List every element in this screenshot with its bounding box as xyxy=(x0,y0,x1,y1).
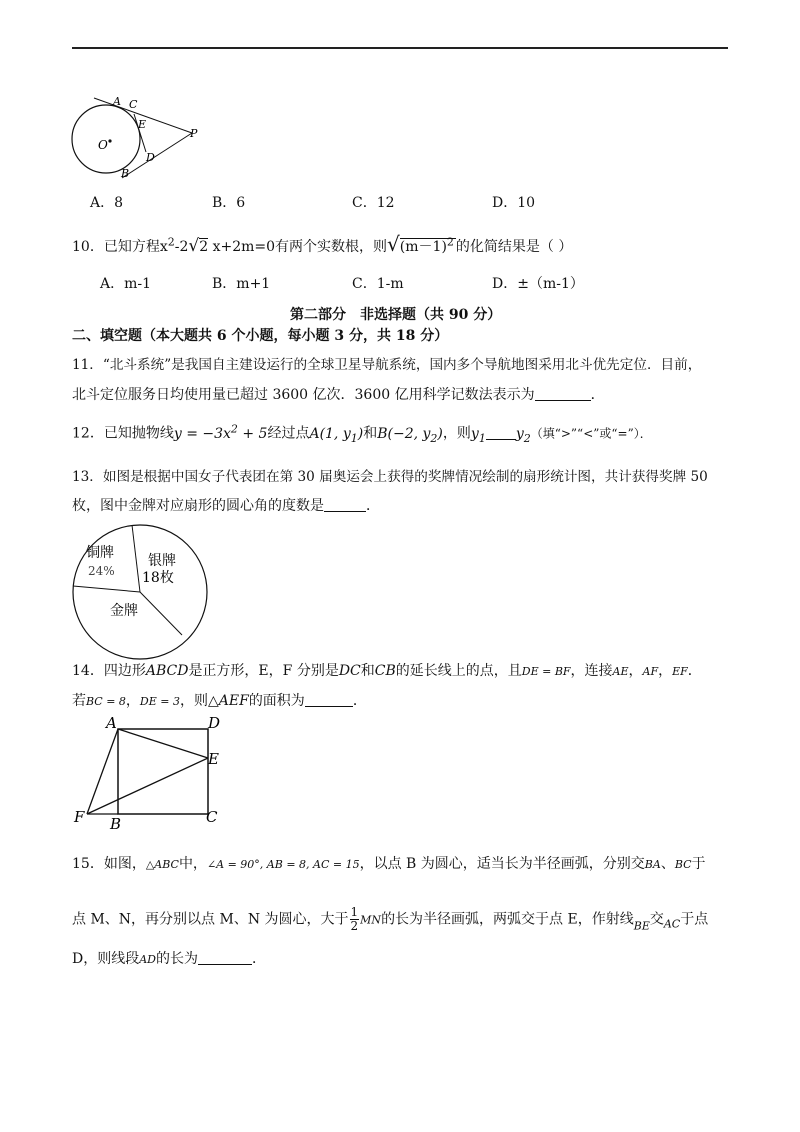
q15-tri: △ABC xyxy=(145,858,179,871)
q11-line1: 11．“北斗系统”是我国自主建设运行的全球卫星导航系统，国内多个导航地图采用北斗优先定位．目前， xyxy=(72,357,702,373)
q15-ba: BA xyxy=(644,858,661,871)
q12-point-b-end: ) xyxy=(437,425,443,442)
q11-line2 xyxy=(72,384,605,404)
q15-l2-d: 于点 xyxy=(680,911,709,928)
q15-l1-a: 15．如图， xyxy=(72,856,146,872)
q13-pie-chart xyxy=(70,522,210,662)
q14-ae: AE xyxy=(612,665,629,678)
q12-y2 xyxy=(515,425,531,445)
q10-option-c: C．1-m xyxy=(352,276,404,292)
q12-point-b xyxy=(377,425,443,445)
q12-and: 和 xyxy=(363,425,378,442)
q10-eq-minus: -2 xyxy=(174,239,189,255)
q12-y1-sub: 1 xyxy=(478,431,486,445)
q12-point-a-main: A(1, y xyxy=(309,425,351,442)
q15-be: BE xyxy=(633,919,650,933)
q15-bc: BC xyxy=(674,858,692,871)
q10-option-b: B．m+1 xyxy=(212,276,271,292)
q13-line2 xyxy=(72,495,380,515)
q13-pie-divider-2 xyxy=(73,586,140,592)
q12-tail: （填“>”“<”或“=”）． xyxy=(530,426,652,441)
q12-y1 xyxy=(470,425,486,445)
q14-line-ef xyxy=(87,758,208,814)
q14-end: ． xyxy=(352,693,367,709)
q14-debf: DE = BF xyxy=(521,665,571,678)
q14-bc8: BC = 8 xyxy=(86,695,126,708)
q14-af: AF xyxy=(642,665,659,678)
q15-frac-den: 2 xyxy=(350,919,359,933)
q14-square-figure xyxy=(66,714,236,834)
q10-eq-x: x xyxy=(159,239,168,255)
q14-label-b: B xyxy=(110,815,122,833)
q12-func-main: y = −3x xyxy=(173,425,231,442)
q10-eq-tail: x+2m=0 xyxy=(208,239,276,255)
q10-eq-rad: 2 xyxy=(199,239,209,255)
q15-l1-e: 于 xyxy=(691,856,706,872)
q14-label-c: C xyxy=(206,808,218,826)
q10-rad-exp: 2 xyxy=(446,235,454,249)
q12-func-exp: 2 xyxy=(230,422,238,435)
q14-square xyxy=(118,729,208,814)
q9-center-dot xyxy=(108,139,111,142)
q15-l1-d: 、 xyxy=(660,856,675,872)
q15-l1-c: ，以点 B 为圆心，适当长为半径画弧，分别交 xyxy=(359,856,645,872)
q15-l3-a: D，则线段 xyxy=(72,951,140,967)
q10-stem xyxy=(72,232,572,256)
q14-l2-b: ，则△ xyxy=(179,693,219,709)
q15-l1-b: 中， xyxy=(178,856,207,872)
q14-l1-e: ，连接 xyxy=(570,663,613,679)
q14-comma-1: ， xyxy=(628,663,643,679)
q14-label-d: D xyxy=(208,714,221,732)
q14-l2-c: 的面积为 xyxy=(248,693,305,709)
q13-line1: 13．如图是根据中国女子代表团在第 30 届奥运会上获得的奖牌情况绘制的扇形统计图，共计获得奖牌 50 xyxy=(72,469,708,485)
q14-comma-3: ， xyxy=(125,693,140,709)
q13-answer-blank[interactable] xyxy=(324,497,366,512)
q14-de3: DE = 3 xyxy=(139,695,180,708)
q9-label-d: D xyxy=(146,151,155,164)
q15-frac-num: 1 xyxy=(350,905,359,919)
q15-line3 xyxy=(72,948,266,968)
q10-sqrt-symbol-2: √ xyxy=(387,232,400,256)
q13-pie-divider-3 xyxy=(140,592,182,635)
q9-label-o: O xyxy=(98,138,108,152)
q10-option-a: A．m-1 xyxy=(100,276,152,292)
q14-answer-blank[interactable] xyxy=(305,692,353,707)
q10-mid: 有两个实数根，则 xyxy=(275,239,388,255)
q14-ef: EF xyxy=(672,665,688,678)
q15-l3-b: 的长为 xyxy=(156,951,198,967)
q10-suffix: 的化简结果是（ ） xyxy=(455,239,573,255)
q14-l1-b: 是正方形，E，F 分别是 xyxy=(188,663,339,679)
q15-line2 xyxy=(72,906,708,933)
q13-line2-text: 枚，图中金牌对应扇形的圆心角的度数是 xyxy=(72,498,324,514)
q12-point-a xyxy=(309,425,364,445)
q13-label-bronze: 铜牌 xyxy=(86,545,114,561)
q12-y2-main: y xyxy=(515,425,524,442)
q14-l1-c: 和 xyxy=(360,663,375,679)
q11-answer-blank[interactable] xyxy=(535,386,591,401)
q14-label-e: E xyxy=(208,750,219,768)
q12-prefix: 12．已知抛物线 xyxy=(72,425,174,442)
q9-label-p: P xyxy=(190,127,198,140)
q14-l2-a: 若 xyxy=(72,693,86,709)
q9-option-c: C．12 xyxy=(352,195,395,211)
q15-l2-c: 交 xyxy=(649,911,664,928)
q15-fraction xyxy=(350,906,360,933)
q14-line1 xyxy=(72,660,702,680)
q9-label-e: E xyxy=(138,118,147,131)
q13-pie-divider-1 xyxy=(132,525,140,592)
q10-sqrt-symbol: √ xyxy=(188,236,200,256)
q10-prefix: 10．已知方程 xyxy=(72,239,160,255)
q13-label-bronze-pct: 24% xyxy=(88,564,115,578)
q15-line1 xyxy=(72,853,706,873)
q10-rad-inner xyxy=(399,235,456,255)
q15-ac: AC xyxy=(663,917,681,931)
q14-aef: AEF xyxy=(218,693,249,709)
q11-line2-text: 北斗定位服务日均使用量已超过 3600 亿次．3600 亿用科学记数法表示为 xyxy=(72,387,535,403)
q12-mid1: 经过点 xyxy=(267,425,310,442)
q11-end: ． xyxy=(590,387,605,403)
q9-circle-figure xyxy=(66,92,206,182)
q14-l1-f: ． xyxy=(687,663,702,679)
q9-option-a: A．8 xyxy=(90,195,124,211)
q15-end: ． xyxy=(252,951,266,967)
q12-func xyxy=(173,422,268,442)
q15-mn: MN xyxy=(360,913,382,927)
q13-label-silver-count: 18枚 xyxy=(142,570,174,586)
q12-point-b-sub: 2 xyxy=(430,431,438,445)
q14-label-a: A xyxy=(106,714,117,732)
section2-title: 二、填空题（本大题共 6 个小题，每小题 3 分，共 18 分） xyxy=(72,328,449,344)
q14-line2 xyxy=(72,690,367,710)
q13-end: ． xyxy=(366,498,380,514)
q12-point-b-main: B(−2, y xyxy=(377,425,431,442)
q15-answer-blank[interactable] xyxy=(198,950,252,965)
q15-l2-b: 的长为半径画弧，两弧交于点 E，作射线 xyxy=(381,911,634,928)
q15-cond: ∠A = 90°, AB = 8, AC = 15 xyxy=(206,858,360,871)
q15-ad: AD xyxy=(139,953,156,966)
part2-title: 第二部分 非选择题（共 90 分） xyxy=(290,307,502,323)
q10-eq-exp: 2 xyxy=(167,235,175,249)
q12-y1-main: y xyxy=(470,425,479,442)
q9-option-b: B．6 xyxy=(212,195,246,211)
q14-abcd: ABCD xyxy=(145,663,189,679)
q12-func-tail: + 5 xyxy=(237,425,268,442)
q13-label-gold: 金牌 xyxy=(110,603,138,619)
q14-l1-d: 的延长线上的点，且 xyxy=(395,663,522,679)
q9-option-d: D．10 xyxy=(492,195,536,211)
q12-line xyxy=(72,422,652,444)
q13-label-silver: 银牌 xyxy=(148,553,176,569)
q12-answer-blank[interactable] xyxy=(486,425,516,440)
q14-dc: DC xyxy=(338,663,361,679)
q12-point-a-end: ) xyxy=(357,425,364,442)
q15-l2-a: 点 M、N，再分别以点 M、N 为圆心，大于 xyxy=(72,911,349,928)
q9-label-b: B xyxy=(121,167,130,180)
q12-then: ，则 xyxy=(442,425,471,442)
q12-point-a-sub: 1 xyxy=(350,431,358,445)
q14-line-ae xyxy=(118,729,208,758)
header-rule xyxy=(72,47,728,49)
q10-rad-content: (m－1) xyxy=(399,239,447,255)
q10-option-d: D．±（m-1） xyxy=(492,276,584,292)
q9-label-a: A xyxy=(113,95,121,108)
q9-label-c: C xyxy=(129,98,138,111)
q9-tangent-pb xyxy=(122,133,192,178)
q14-cb: CB xyxy=(374,663,396,679)
q14-l1-a: 14．四边形 xyxy=(72,663,146,679)
q12-y2-sub: 2 xyxy=(523,431,531,445)
q14-comma-2: ， xyxy=(658,663,673,679)
q14-label-f: F xyxy=(74,808,85,826)
